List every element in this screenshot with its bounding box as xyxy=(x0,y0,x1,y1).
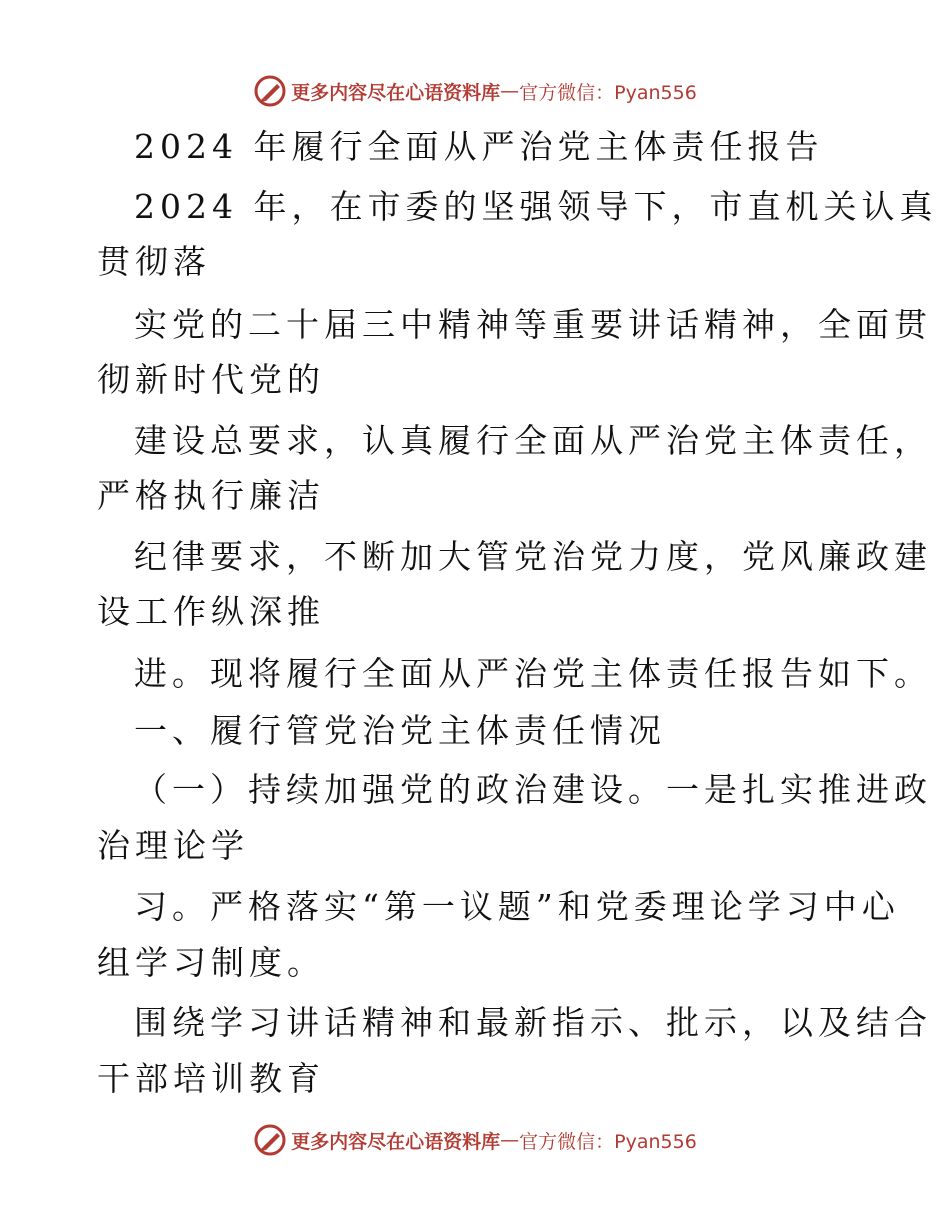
paragraph-line: 纪律要求，不断加大管党治党力度，党风廉政建 xyxy=(134,537,932,576)
paragraph-line: 2024 年，在市委的坚强领导下，市直机关认真 xyxy=(134,187,938,226)
watermark-separator: — xyxy=(500,1129,520,1151)
watermark-text: 更多内容尽在心语资料库 xyxy=(291,1130,501,1153)
document-title: 2024 年履行全面从严治党主体责任报告 xyxy=(134,127,824,166)
paragraph-line: 建设总要求，认真履行全面从严治党主体责任， xyxy=(134,421,932,460)
watermark-text: 更多内容尽在心语资料库 xyxy=(291,81,501,104)
pen-logo-icon xyxy=(253,1123,287,1157)
paragraph-line: 贯彻落 xyxy=(97,242,211,281)
footer-watermark xyxy=(0,1120,950,1160)
watermark-wechat: 官方微信：Pyan556 xyxy=(519,81,697,104)
watermark-wechat: 官方微信：Pyan556 xyxy=(519,1130,697,1153)
pen-logo-icon xyxy=(253,74,287,108)
section-heading: 一、履行管党治党主体责任情况 xyxy=(134,711,666,750)
watermark-separator: — xyxy=(500,80,520,102)
header-watermark xyxy=(0,71,950,111)
paragraph-line: 组学习制度。 xyxy=(97,943,325,982)
subsection-heading: （一）持续加强党的政治建设。一是扎实推进政 xyxy=(134,770,932,809)
paragraph-line: 严格执行廉洁 xyxy=(97,476,325,515)
paragraph-line: 实党的二十届三中精神等重要讲话精神，全面贯 xyxy=(134,305,932,344)
paragraph-line: 设工作纵深推 xyxy=(97,592,325,631)
paragraph-line: 彻新时代党的 xyxy=(97,360,325,399)
paragraph-line: 习。严格落实“第一议题”和党委理论学习中心 xyxy=(134,887,900,926)
paragraph-line: 治理论学 xyxy=(97,826,249,865)
paragraph-line: 进。现将履行全面从严治党主体责任报告如下。 xyxy=(134,654,932,693)
paragraph-line: 围绕学习讲话精神和最新指示、批示，以及结合 xyxy=(134,1003,932,1042)
paragraph-line: 干部培训教育 xyxy=(97,1059,325,1098)
